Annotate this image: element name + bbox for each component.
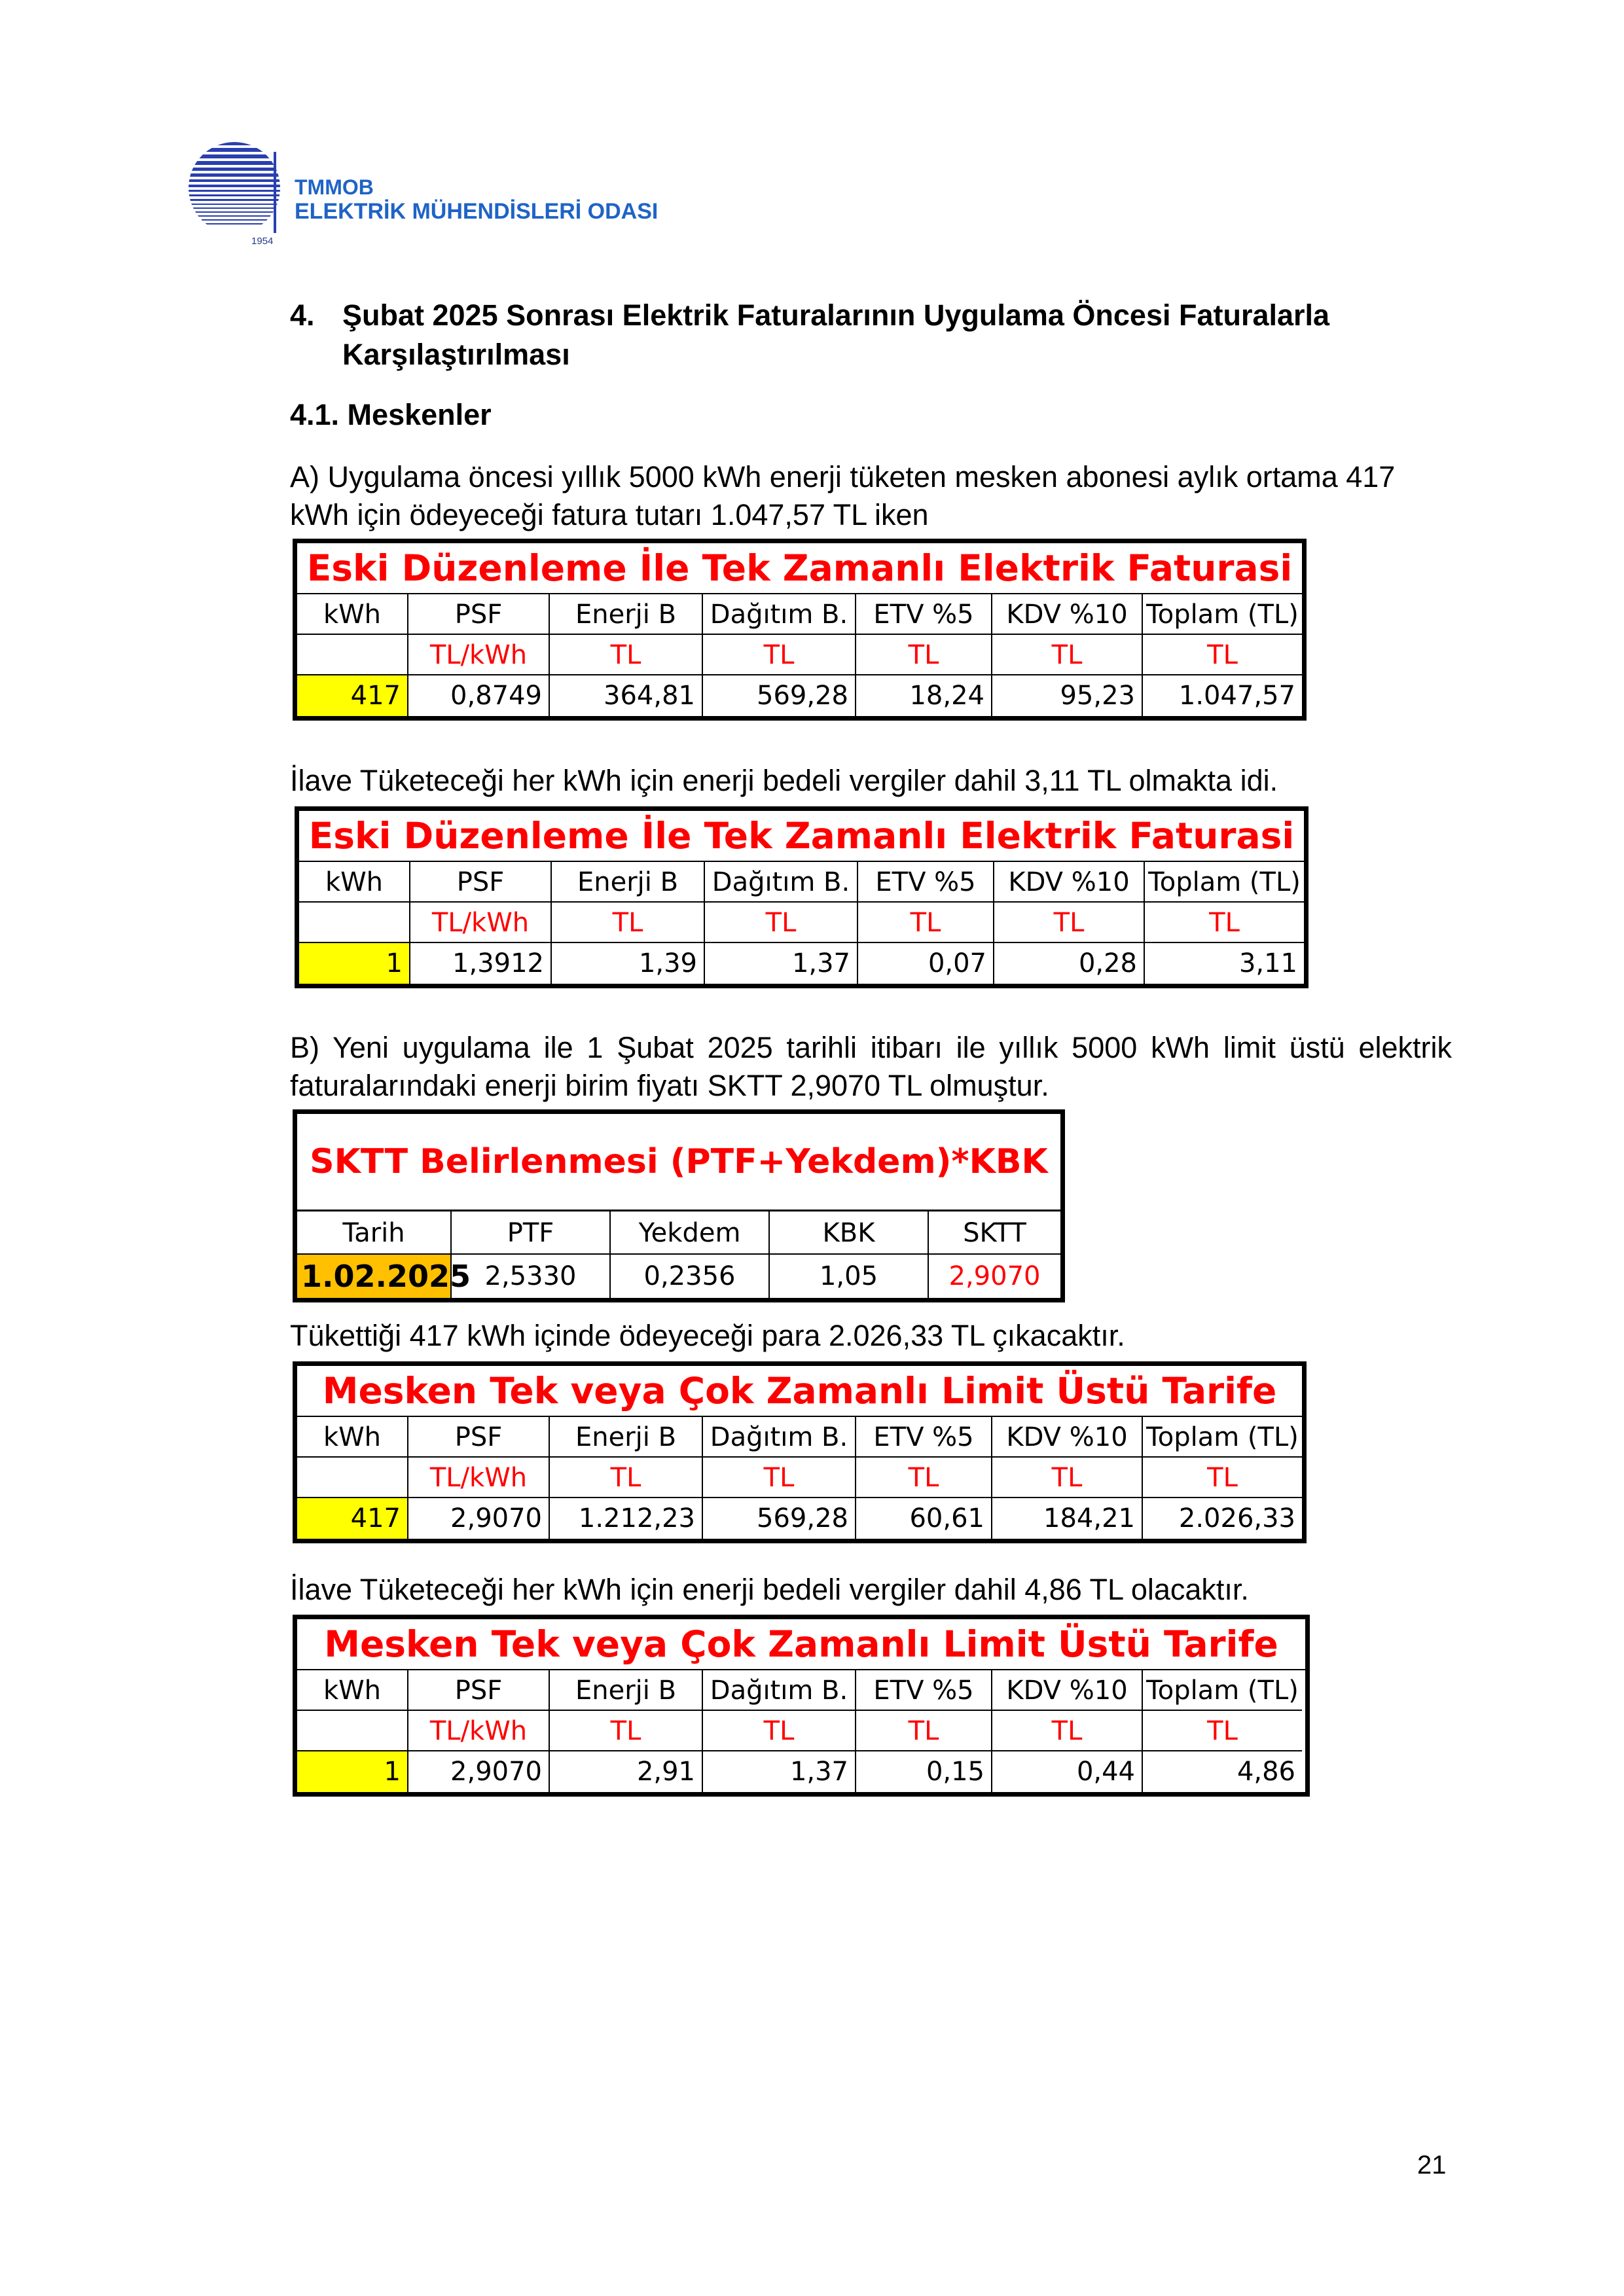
invoice-table-old-417 — [293, 539, 1307, 721]
column-header: SKTT — [929, 1211, 1060, 1255]
table-grid — [297, 1670, 1305, 1792]
unit-cell: TL/kWh — [408, 635, 550, 675]
value-cell: 1,37 — [705, 943, 858, 984]
column-header: Dağıtım B. — [703, 1417, 856, 1458]
unit-cell: TL — [1145, 903, 1304, 943]
column-header: KDV %10 — [992, 1417, 1143, 1458]
unit-cell — [299, 903, 410, 943]
unit-cell: TL — [1143, 635, 1302, 675]
column-header: KDV %10 — [994, 862, 1145, 903]
value-cell: 0,44 — [992, 1751, 1143, 1792]
value-cell: 569,28 — [703, 675, 856, 716]
column-header: Tarih — [297, 1211, 452, 1255]
value-cell: 0,2356 — [611, 1255, 770, 1298]
unit-cell: TL — [705, 903, 858, 943]
column-header: kWh — [297, 1670, 408, 1711]
table-grid — [297, 1417, 1302, 1539]
value-cell: 2,9070 — [408, 1498, 550, 1539]
unit-cell: TL — [550, 1711, 703, 1751]
column-header: ETV %5 — [856, 1417, 992, 1458]
column-header: Toplam (TL) — [1143, 594, 1302, 635]
unit-cell: TL — [1143, 1711, 1302, 1751]
logo-org-name — [295, 175, 658, 224]
unit-cell: TL — [856, 635, 992, 675]
table-grid — [297, 594, 1302, 716]
column-header: kWh — [297, 594, 408, 635]
column-header: Enerji B — [550, 594, 703, 635]
column-header: KDV %10 — [992, 1670, 1143, 1711]
invoice-table-new-417 — [293, 1361, 1307, 1543]
logo-line-2: ELEKTRİK MÜHENDİSLERİ ODASI — [295, 199, 659, 224]
sktt-value-cell: 2,9070 — [948, 1261, 1041, 1291]
value-cell: 1,05 — [770, 1255, 929, 1298]
column-header: Toplam (TL) — [1143, 1670, 1302, 1711]
unit-cell: TL — [992, 1711, 1143, 1751]
value-cell: 2,9070 — [408, 1751, 550, 1792]
paragraph-b: B) Yeni uygulama ile 1 Şubat 2025 tarihli itibarı ile yıllık 5000 kWh limit üstü elektrik faturalarındaki enerji birim fiyatı SKTT 2,9070 TL olmuştur. — [290, 1031, 1452, 1102]
value-cell: 0,15 — [856, 1751, 992, 1792]
value-cell: 569,28 — [703, 1498, 856, 1539]
value-cell: 95,23 — [992, 675, 1143, 716]
column-header: Dağıtım B. — [703, 594, 856, 635]
value-cell: 60,61 — [856, 1498, 992, 1539]
total-cell: 2.026,33 — [1178, 1503, 1295, 1534]
subsection-heading: 4.1. Meskenler — [290, 398, 492, 431]
tmmob-logo — [182, 139, 679, 257]
unit-cell: TL — [992, 635, 1143, 675]
unit-cell — [297, 1711, 408, 1751]
column-header: Enerji B — [552, 862, 705, 903]
column-header: Toplam (TL) — [1145, 862, 1304, 903]
unit-cell: TL — [703, 1711, 856, 1751]
paragraph-b2: Tükettiği 417 kWh içinde ödeyeceği para 2.026,33 TL çıkacaktır. — [290, 1319, 1125, 1352]
paragraph-a: A) Uygulama öncesi yıllık 5000 kWh enerji tüketen mesken abonesi aylık ortama 417 kWh için ödeyeceği fatura tutarı 1.047,57 TL iken — [290, 460, 1396, 531]
unit-cell: TL — [858, 903, 994, 943]
unit-cell: TL — [1143, 1458, 1302, 1498]
table-title: Eski Düzenleme İle Tek Zamanlı Elektrik Faturasi — [299, 811, 1304, 862]
column-header: PTF — [452, 1211, 611, 1255]
column-header: kWh — [297, 1417, 408, 1458]
column-header: Enerji B — [550, 1670, 703, 1711]
column-header: Dağıtım B. — [705, 862, 858, 903]
paragraph-a2: İlave Tüketeceği her kWh için enerji bedeli vergiler dahil 3,11 TL olmakta idi. — [290, 764, 1278, 797]
value-cell: 0,8749 — [408, 675, 550, 716]
value-cell: 0,28 — [994, 943, 1145, 984]
unit-cell: TL — [856, 1458, 992, 1498]
page-number: 21 — [1417, 2151, 1447, 2179]
sktt-table — [293, 1109, 1065, 1302]
table-title: Mesken Tek veya Çok Zamanlı Limit Üstü Tarife — [297, 1366, 1302, 1417]
section-heading — [290, 296, 1455, 374]
kwh-cell: 1 — [299, 943, 410, 984]
column-header: ETV %5 — [856, 594, 992, 635]
unit-cell: TL — [992, 1458, 1143, 1498]
unit-cell: TL — [703, 635, 856, 675]
column-header: kWh — [299, 862, 410, 903]
kwh-cell: 417 — [297, 675, 408, 716]
invoice-table-old-1 — [295, 806, 1308, 988]
value-cell: 0,07 — [858, 943, 994, 984]
table-title: Eski Düzenleme İle Tek Zamanlı Elektrik Faturasi — [297, 543, 1302, 594]
logo-year: 1954 — [251, 236, 274, 247]
column-header: PSF — [408, 594, 550, 635]
paragraph-b3: İlave Tüketeceği her kWh için enerji bedeli vergiler dahil 4,86 TL olacaktır. — [290, 1573, 1249, 1606]
kwh-cell: 1 — [297, 1751, 408, 1792]
unit-cell — [297, 1458, 408, 1498]
column-header: Enerji B — [550, 1417, 703, 1458]
invoice-table-new-1 — [293, 1615, 1310, 1797]
section-number: 4. — [290, 298, 315, 332]
value-cell: 184,21 — [992, 1498, 1143, 1539]
unit-cell: TL — [552, 903, 705, 943]
unit-cell: TL — [703, 1458, 856, 1498]
value-cell: 364,81 — [550, 675, 703, 716]
value-cell: 1,39 — [552, 943, 705, 984]
column-header: Dağıtım B. — [703, 1670, 856, 1711]
logo-line-1: TMMOB — [295, 175, 374, 199]
column-header: PSF — [408, 1670, 550, 1711]
total-cell: 1.047,57 — [1178, 681, 1295, 711]
value-cell: 2,91 — [550, 1751, 703, 1792]
table-grid — [299, 862, 1304, 984]
value-cell: 18,24 — [856, 675, 992, 716]
tmmob-emblem-icon — [182, 139, 287, 241]
column-header: ETV %5 — [858, 862, 994, 903]
column-header: PSF — [410, 862, 552, 903]
column-header: Toplam (TL) — [1143, 1417, 1302, 1458]
unit-cell — [297, 635, 408, 675]
value-cell: 1,3912 — [410, 943, 552, 984]
total-cell: 3,11 — [1238, 948, 1297, 978]
value-cell: 1,37 — [703, 1751, 856, 1792]
column-header: KBK — [770, 1211, 929, 1255]
table-title: Mesken Tek veya Çok Zamanlı Limit Üstü Tarife — [297, 1619, 1305, 1670]
total-cell: 4,86 — [1236, 1757, 1295, 1787]
unit-cell: TL — [550, 635, 703, 675]
section-title: Şubat 2025 Sonrası Elektrik Faturalarının Uygulama Öncesi Faturalarla Karşılaştırılması — [342, 298, 1330, 371]
unit-cell: TL/kWh — [408, 1711, 550, 1751]
table-grid — [297, 1211, 1060, 1298]
date-cell: 1.02.2025 — [297, 1255, 452, 1298]
value-cell: 2,5330 — [452, 1255, 611, 1298]
unit-cell: TL — [994, 903, 1145, 943]
unit-cell: TL — [550, 1458, 703, 1498]
column-header: ETV %5 — [856, 1670, 992, 1711]
column-header: PSF — [408, 1417, 550, 1458]
kwh-cell: 417 — [297, 1498, 408, 1539]
column-header: Yekdem — [611, 1211, 770, 1255]
unit-cell: TL/kWh — [410, 903, 552, 943]
column-header: KDV %10 — [992, 594, 1143, 635]
unit-cell: TL/kWh — [408, 1458, 550, 1498]
unit-cell: TL — [856, 1711, 992, 1751]
value-cell: 1.212,23 — [550, 1498, 703, 1539]
table-title: SKTT Belirlenmesi (PTF+Yekdem)*KBK — [297, 1114, 1060, 1211]
